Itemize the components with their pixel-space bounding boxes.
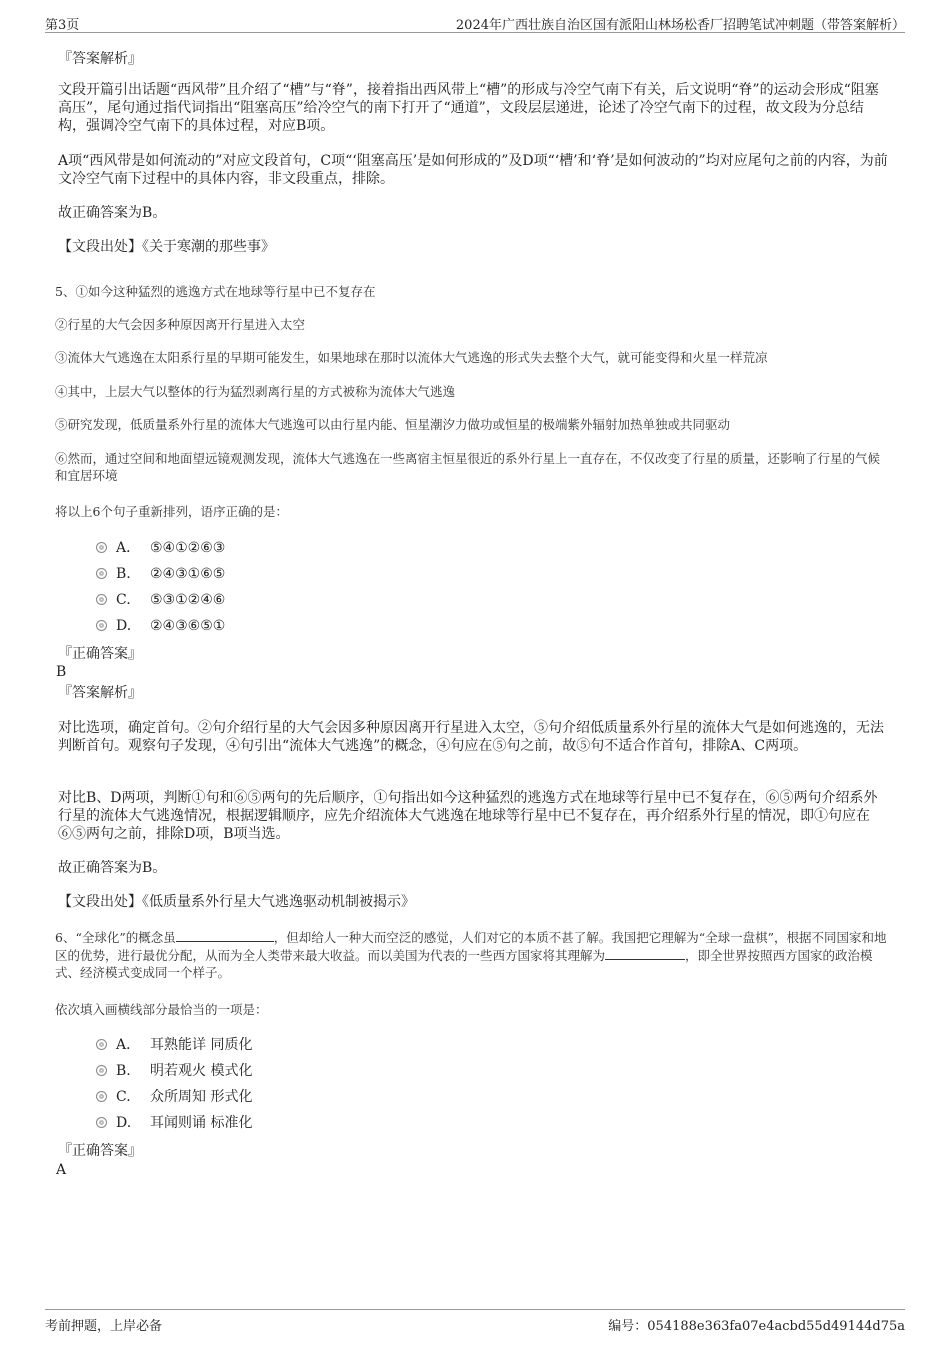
question-prompt: 依次填入画横线部分最恰当的一项是： [55, 1002, 268, 1017]
footer-slogan: 考前押题，上岸必备 [45, 1319, 163, 1334]
option-a[interactable]: A． ⑤④①②⑥③ [96, 539, 225, 559]
option-b[interactable]: B. 明若观火 模式化 [96, 1062, 252, 1082]
radio-icon[interactable] [96, 542, 107, 553]
option-c[interactable]: C. 众所周知 形式化 [96, 1088, 252, 1108]
sentence-1: 5、①如今这种猛烈的逃逸方式在地球等行星中已不复存在 [55, 284, 376, 299]
option-d[interactable]: D. 耳闻则诵 标准化 [96, 1114, 252, 1134]
radio-icon[interactable] [96, 1039, 107, 1050]
radio-icon[interactable] [96, 1091, 107, 1102]
analysis-paragraph: 文段开篇引出话题“西风带”且介绍了“槽”与“脊”，接着指出西风带上“槽”的形成与冷空气南下有关，后文说明“脊”的运动会形成“阻塞高压”，尾句通过指代词指出“阻塞高压”给冷空气的南下打开了“通道”，文段层层递进，论述了冷空气南下的过程，故文段为分总结构，强调冷空气南下的具体过程，对应B项。 [58, 82, 879, 134]
correct-answer: B [56, 664, 67, 680]
analysis-label: 『答案解析』 [58, 51, 142, 67]
question-prompt: 将以上6个句子重新排列，语序正确的是： [55, 504, 288, 519]
document-title: 2024年广西壮族自治区国有派阳山林场松香厂招聘笔试冲刺题（带答案解析） [455, 18, 905, 33]
sentence-3: ③流体大气逃逸在太阳系行星的早期可能发生，如果地球在那时以流体大气逃逸的形式失去整个大气，就可能变得和火星一样荒凉 [55, 350, 768, 365]
radio-icon[interactable] [96, 1065, 107, 1076]
fill-blank-2[interactable] [605, 946, 685, 960]
radio-icon[interactable] [96, 620, 107, 631]
sentence-4: ④其中，上层大气以整体的行为猛烈剥离行星的方式被称为流体大气逃逸 [55, 384, 456, 399]
option-b[interactable]: B. ②④③①⑥⑤ [96, 565, 225, 585]
option-a[interactable]: A． 耳熟能详 同质化 [96, 1036, 252, 1056]
sentence-6: ⑥然而，通过空间和地面望远镜观测发现，流体大气逃逸在一些离宿主恒星很近的系外行星上一直存在，不仅改变了行星的质量，还影响了行星的气候和宜居环境 [55, 451, 881, 483]
page-footer [45, 1309, 905, 1336]
analysis-paragraph: A项“西风带是如何流动的”对应文段首句，C项“‘阻塞高压’是如何形成的”及D项“‘槽’和‘脊’是如何波动的”均对应尾句之前的内容，为前文冷空气南下过程中的具体内容，非文段重点，排除。 [58, 153, 888, 187]
analysis-paragraph: 对比选项，确定首句。②句介绍行星的大气会因多种原因离开行星进入太空，⑤句介绍低质量系外行星的流体大气是如何逃逸的，无法判断首句。观察句子发现，④句引出“流体大气逃逸”的概念，④句应在⑤句之前，故⑤句不适合作首句，排除A、C两项。 [58, 720, 884, 754]
fill-blank-1[interactable] [176, 928, 274, 942]
radio-icon[interactable] [96, 594, 107, 605]
page-number: 第3页 [45, 18, 80, 33]
radio-icon[interactable] [96, 1117, 107, 1128]
document-code: 编号：054188e363fa07e4acbd55d49144d75a [608, 1319, 905, 1334]
source-citation: 【文段出处】《低质量系外行星大气逃逸驱动机制被揭示》 [58, 894, 415, 910]
sentence-2: ②行星的大气会因多种原因离开行星进入太空 [55, 317, 306, 332]
conclusion-text: 故正确答案为B。 [58, 205, 167, 221]
radio-icon[interactable] [96, 568, 107, 579]
correct-answer-label: 『正确答案』 [58, 646, 142, 662]
question-stem: 6、“全球化”的概念虽 ，但却给人一种大而空泛的感觉，人们对它的本质不甚了解。我国把它理解为“全球一盘棋”，根据不同国家和地区的优势，进行最优分配，从而为全人类带来最大收益。而以美国为代表的一些西方国家将其理解为 ，即全世界按照西方国家的政治模式、经济模式变成同一个样子。 [55, 930, 887, 980]
analysis-label: 『答案解析』 [58, 685, 142, 701]
conclusion-text: 故正确答案为B。 [58, 860, 167, 876]
page-header [45, 12, 905, 33]
option-c[interactable]: C. ⑤③①②④⑥ [96, 591, 225, 611]
analysis-paragraph: 对比B、D两项，判断①句和⑥⑤两句的先后顺序，①句指出如今这种猛烈的逃逸方式在地球等行星中已不复存在，⑥⑤两句介绍系外行星的流体大气逃逸情况，根据逻辑顺序，应先介绍流体大气逃逸在地球等行星中已不复存在，再介绍系外行星的情况，即①句应在⑥⑤两句之前，排除D项，B项当选。 [58, 790, 878, 842]
correct-answer-label: 『正确答案』 [58, 1143, 142, 1159]
correct-answer: A [56, 1162, 67, 1178]
option-d[interactable]: D. ②④③⑥⑤① [96, 617, 225, 637]
source-citation: 【文段出处】《关于寒潮的那些事》 [58, 239, 275, 255]
sentence-5: ⑤研究发现，低质量系外行星的流体大气逃逸可以由行星内能、恒星潮汐力做功或恒星的极端紫外辐射加热单独或共同驱动 [55, 417, 731, 432]
